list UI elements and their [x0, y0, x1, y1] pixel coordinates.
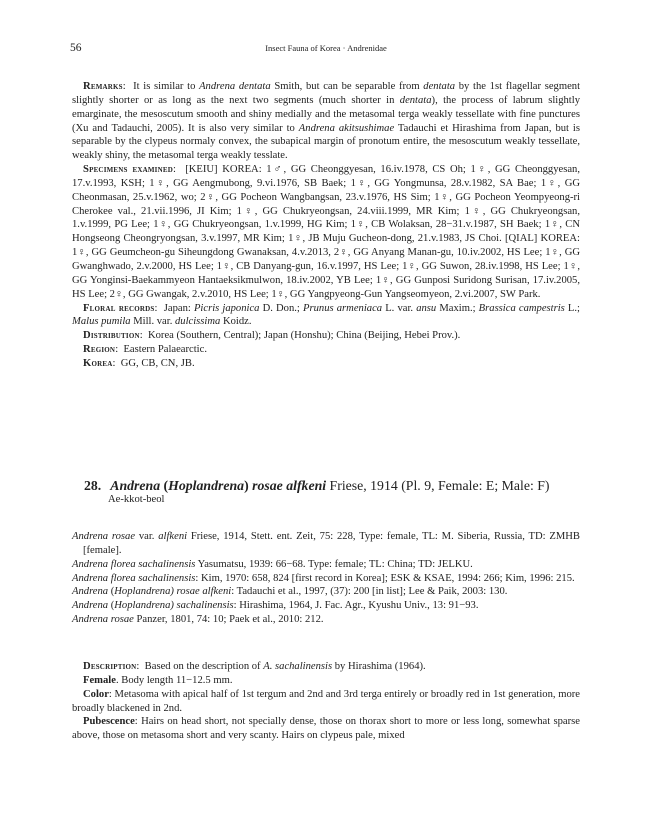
- synonymy-entry: [72, 558, 580, 572]
- species-subgenus-text: Hoplandrena: [168, 478, 245, 493]
- floral-paragraph: Floral records: Japan: Picris japonica D. Don.; Prunus armeniaca L. var. ansu Maxim.; Brassica campestris L.; Malus pumila Mill. var. dulcissima Koidz.: [72, 302, 580, 328]
- species-heading: [84, 477, 584, 505]
- pubescence-paragraph: [72, 715, 580, 743]
- specimens-paragraph: Specimens examined: [KEIU] KOREA: 1♂, GG Cheonggyesan, 16.iv.1978, CS Oh; 1♀, GG Cheonggyesan, 17.v.1993, KSH; 1♀, GG Aengmubong, 9.vi.1976, SB Baek; 1♀, GG Yongmunsa, 28.v.1982, SA Bae; 1♀, GG Cheonmasan, 25.v.1962, wo; 2♀, GG Pocheon Wangbangsan, 23.v.1976, HS Sim; 1♀, GG Pocheon Yeompyeong-ri Cherokee val., 21.vii.1996, JI Kim; 1♀, GG Chukryeongsan, 24.viii.1999, MR Kim; 1♀, GG Chukryeongsan, 1.v.1999, PG Lee; 1♀, GG Chukryeongsan, 1.v.1999, HG Kim; 1♀, CB Wolaksan, 28−31.v.1987, SH Baek; 1♀, CN Hongseong Cheongryongsan, 3.v.1997, MR Kim; 1♀, JB Muju Gucheon-dong, 21.v.1983, JS Choi. [QIAL] KOREA: 1♀, GG Geumcheon-gu Siheungdong Gwanaksan, 4.v.2013, 2♀, GG Anyang Manan-gu, 10.iv.2002, HS Lee; 1♀, GG Gwanghwado, 2.v.2000, HS Lee; 1♀, CB Danyang-gun, 16.v.1997, HS Lee; 1♀, GG Suwon, 28.iv.1998, HS Lee; 1♀, GG Yonginsi-Baekammyeon Hantaeksikmulwon, 18.iv.2002, YB Lee; 1♀, GG Gunposi Suridong Surisan, 17.iv.2005, HS Lee; 2♀, GG Gwangak, 2.v.2010, HS Lee; 1♀, GG Yangpyeong-Gun Yangseomyeon, 2.vi.2007, SW Park.: [72, 164, 580, 300]
- remarks-text: Tadauchi et Hirashima from Japan, but is separable by the clypeus normaly convex, the subapical margin of pronotum entire, the mesoscutum weakly tessellate, weakly shiny, the metasomal terga weakly tesslate.: [72, 122, 580, 162]
- synonymy-entry: [72, 613, 580, 627]
- floral-label: Floral records: [83, 302, 155, 314]
- remarks-block: [72, 80, 580, 371]
- species-number: 28.: [84, 478, 102, 493]
- synonym-citation: : Kim, 1970: 658, 824 [first record in Korea]; ESK & KSAE, 1994: 266; Kim, 1996: 215.: [195, 572, 575, 584]
- remarks-text: It is similar to: [133, 81, 200, 92]
- synonym-citation: Friese, 1914, Stett. ent. Zeit, 75: 228, Type: female, TL: M. Siberia, Russia, TD: ZMHB [female].: [83, 531, 580, 556]
- page-number: 56: [70, 42, 82, 54]
- taxon-name: Andrena akitsushimae: [298, 122, 395, 134]
- description-paragraph: Description: Based on the description of A. sachalinensis by Hirashima (1964).: [83, 661, 426, 672]
- synonym-taxon: Andrena rosae: [72, 614, 134, 626]
- synonym-connector: (: [108, 600, 115, 612]
- region-label: Region: [83, 344, 116, 356]
- remarks-label: Remarks: [83, 81, 123, 92]
- distribution-label: Distribution: [83, 330, 140, 342]
- synonym-citation: : Tadauchi et al., 1997, (37): 200 [in list]; Lee & Paik, 2003: 130.: [231, 586, 508, 598]
- synonym-taxon: Andrena: [72, 600, 109, 612]
- taxon-name: A. sachalinensis: [263, 661, 333, 672]
- synonym-connector: (: [108, 586, 115, 598]
- synonym-taxon: Andrena florea sachalinensis: [72, 572, 196, 584]
- specimens-label: Specimens examined: [83, 164, 173, 176]
- synonymy-list: [72, 530, 580, 627]
- synonymy-entry: [72, 585, 580, 599]
- description-text: by Hirashima (1964).: [332, 661, 426, 672]
- species-authority: Friese, 1914 (Pl. 9, Female: E; Male: F): [329, 478, 550, 493]
- floral-text: Maxim.;: [436, 302, 479, 314]
- synonym-citation: Yasumatsu, 1939: 66−68. Type: female; TL: China; TD: JELKU.: [195, 558, 473, 570]
- floral-text: Koidz.: [220, 316, 252, 328]
- plant-name: Malus pumila: [72, 316, 131, 328]
- specimens-text: [KEIU] KOREA: 1♂, GG Cheonggyesan, 16.iv.1978, CS Oh; 1♀, GG Cheonggyesan, 17.v.1993, KSH; 1♀, GG Aengmubong, 9.vi.1976, SB Baek; 1♀, GG Yongmunsa, 28.v.1982, SA Bae; 1♀, GG Cheonmasan, 25.v.1962, wo; 2♀, GG Pocheon Wangbangsan, 23.v.1976, HS Sim; 1♀, GG Pocheon Yeompyeong-ri Cherokee val., 21.vii.1996, JI Kim; 1♀, GG Chukryeongsan, 24.viii.1999, MR Kim; 1♀, GG Chukryeongsan, 1.v.1999, PG Lee; 1♀, GG Chukryeongsan, 1.v.1999, HG Kim; 1♀, CB Wolaksan, 28−31.v.1987, SH Baek; 1♀, CN Hongseong Cheongryongsan, 3.v.1997, MR Kim; 1♀, JB Muju Gucheon-dong, 21.v.1983, JS Choi. [QIAL] KOREA: 1♀, GG Geumcheon-gu Siheungdong Gwanaksan, 4.v.2013, 2♀, GG Anyang Manan-gu, 10.iv.2002, HS Lee; 1♀, GG Gwanghwado, 2.v.2000, HS Lee; 1♀, CB Danyang-gun, 16.v.1997, HS Lee; 1♀, GG Suwon, 28.iv.1998, HS Lee; 1♀, GG Yonginsi-Baekammyeon Hantaeksikmulwon, 18.iv.2002, YB Lee; 1♀, GG Gunposi Suridong Surisan, 17.iv.2005, HS Lee; 2♀, GG Gwangak, 2.v.2010, HS Lee; 1♀, GG Yangpyeong-Gun Yangseomyeon, 2.vi.2007, SW Park.: [72, 164, 580, 300]
- synonym-taxon-part: alfkeni: [158, 531, 188, 542]
- distribution-text: Korea (Southern, Central); Japan (Honshu); China (Beijing, Hebei Prov.).: [147, 330, 461, 342]
- species-epithet: rosae alfkeni: [252, 478, 327, 493]
- description-block: [72, 660, 580, 743]
- female-paragraph: [72, 674, 580, 688]
- remarks-paragraph: Remarks: It is similar to Andrena dentata Smith, but can be separable from dentata by the 1st flagellar segment slightly shorter or as long as the next two segments (much shorter in dentata), the process of labrum slightly emarginate, the mesoscutum smooth and shiny medially and the metasomal terga weakly tessellate with fine punctures (Xu and Tadauchi, 2005). It is also very similar to Andrena akitsushimae Tadauchi et Hirashima from Japan, but is separable by the clypeus normaly convex, the subapical margin of pronotum entire, the mesoscutum weakly tessellate, weakly shiny, the metasomal terga weakly tesslate.: [72, 81, 581, 162]
- remarks-text: Smith, but can be separable from: [270, 81, 424, 92]
- synonymy-entry: [72, 572, 580, 586]
- color-paragraph: [72, 688, 580, 716]
- synonymy-entry: [72, 599, 580, 613]
- species-genus: Andrena: [110, 478, 161, 493]
- female-label: Female: [83, 674, 116, 686]
- korea-paragraph: Korea: GG, CB, CN, JB.: [83, 357, 195, 369]
- synonym-taxon-part: Hoplandrena) sachalinensis: [114, 600, 234, 612]
- taxon-name: dentata: [423, 81, 456, 92]
- floral-text: Mill. var.: [130, 316, 175, 328]
- color-label: Color: [83, 688, 109, 700]
- plant-name: Picris japonica: [193, 302, 260, 314]
- region-paragraph: Region: Eastern Palaearctic.: [83, 344, 207, 356]
- description-text: Based on the description of: [144, 661, 264, 672]
- taxon-name: dentata: [399, 94, 432, 106]
- region-text: Eastern Palaearctic.: [123, 344, 207, 356]
- plant-name: dulcissima: [175, 316, 221, 328]
- plant-name: ansu: [416, 302, 437, 314]
- synonym-taxon: Andrena rosae: [72, 531, 136, 542]
- plant-name: Prunus armeniaca: [303, 302, 383, 314]
- remarks-text: by the 1st flagellar segment slightly shorter or as long as the next two segments (much shorter in: [72, 81, 581, 106]
- remarks-text: ), the process of labrum slightly emarginate, the mesoscutum smooth and shiny medially and the metasomal terga weakly tessellate with fine punctures (Xu and Tadauchi, 2005). It is also very similar to: [72, 94, 580, 134]
- synonym-connector: var.: [135, 531, 159, 542]
- plant-name: Brassica campestris: [478, 302, 565, 314]
- korea-text: GG, CB, CN, JB.: [120, 357, 195, 369]
- floral-text: D. Don.;: [259, 302, 304, 314]
- synonym-taxon: Andrena florea sachalinensis: [72, 558, 196, 570]
- pubescence-label: Pubescence: [83, 716, 135, 728]
- color-text: : Metasoma with apical half of 1st tergum and 2nd and 3rd terga entirely or broadly red in 1st generation, more broadly blackened in 2nd.: [72, 688, 580, 714]
- floral-text: Japan:: [163, 302, 194, 314]
- synonymy-entry: [72, 530, 580, 558]
- synonym-citation: : Hirashima, 1964, J. Fac. Agr., Kyushu Univ., 13: 91−93.: [233, 600, 479, 612]
- synonym-taxon: Andrena: [72, 586, 109, 598]
- floral-text: L.;: [564, 302, 580, 314]
- taxon-name: Andrena dentata: [199, 81, 271, 92]
- female-text: . Body length 11−12.5 mm.: [115, 674, 233, 686]
- species-title: [84, 477, 584, 494]
- species-subgenus: (Hoplandrena): [163, 478, 249, 493]
- synonym-citation: Panzer, 1801, 74: 10; Paek et al., 2010: 212.: [133, 614, 324, 626]
- pubescence-text: : Hairs on head short, not specially dense, those on thorax short to more or less long, somewhat sparse above, those on metasoma short and very scanty. Hairs on clypeus pale, mixed: [72, 716, 580, 742]
- distribution-paragraph: Distribution: Korea (Southern, Central); Japan (Honshu); China (Beijing, Hebei Prov.).: [83, 330, 461, 342]
- common-name: Ae-kkot-beol: [108, 494, 165, 505]
- synonym-taxon-part: Hoplandrena) rosae alfkeni: [114, 586, 232, 598]
- floral-text: L. var.: [382, 302, 417, 314]
- description-label: Description: [83, 661, 137, 672]
- korea-label: Korea: [83, 357, 113, 369]
- running-header: Insect Fauna of Korea · Andrenidae: [265, 43, 387, 53]
